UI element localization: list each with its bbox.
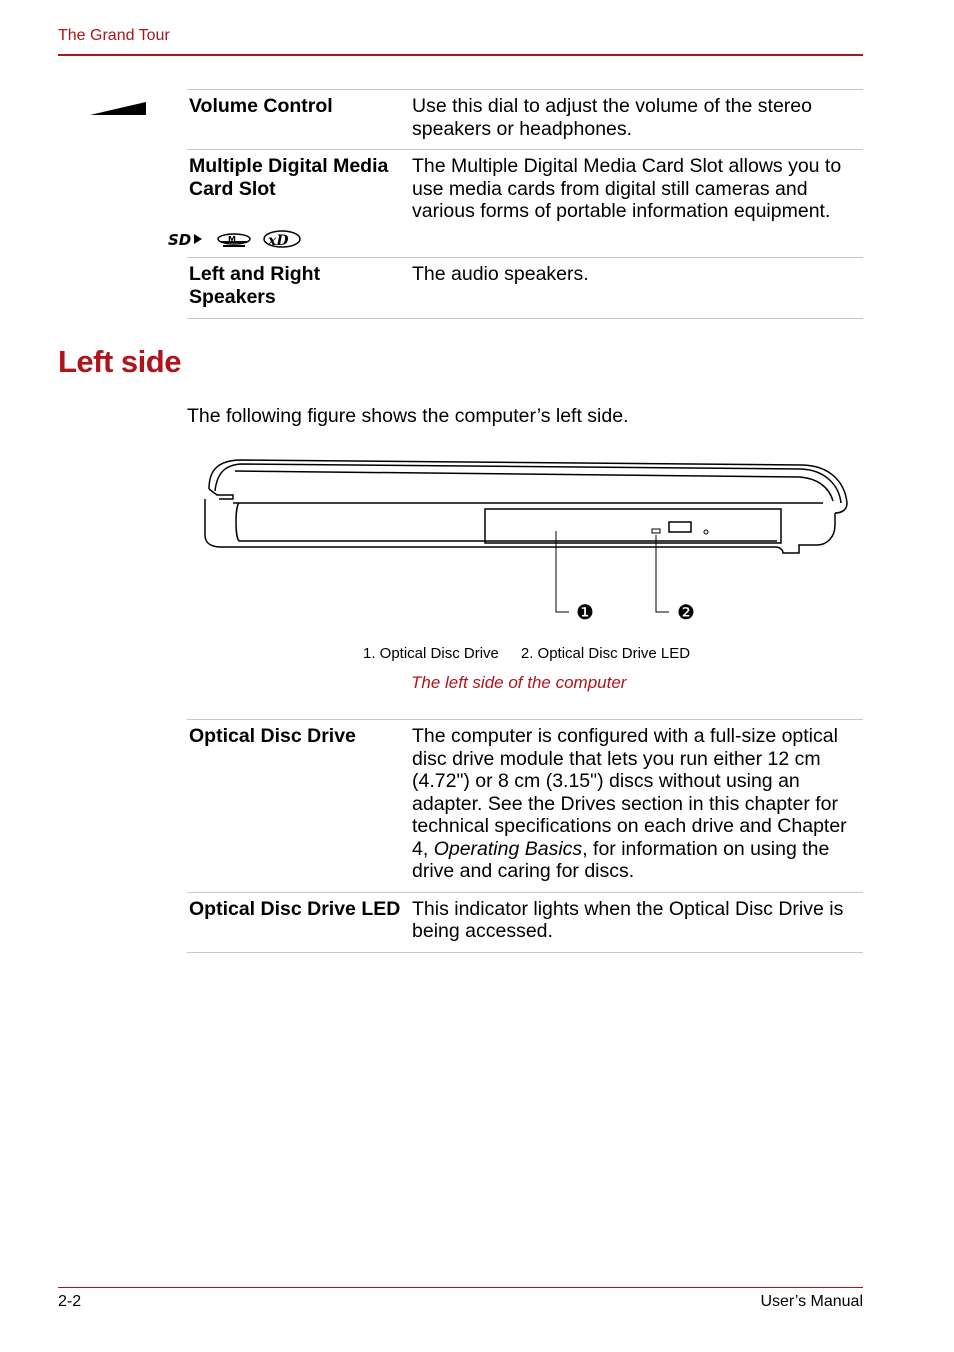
legend-item-optical-disc-drive-led: 2. Optical Disc Drive LED xyxy=(520,645,691,662)
table-row xyxy=(187,149,863,257)
table-row xyxy=(187,257,863,319)
desc-speakers: The audio speakers. xyxy=(412,263,589,285)
table-row xyxy=(187,89,863,149)
term-optical-disc-drive: Optical Disc Drive xyxy=(189,725,356,747)
figure-caption: The left side of the computer xyxy=(411,673,627,692)
table-row xyxy=(187,719,863,892)
callout-2: ❷ xyxy=(677,600,695,624)
term-volume-control: Volume Control xyxy=(189,95,333,117)
desc-optical-disc-drive xyxy=(409,720,863,892)
section-intro: The following figure shows the computer’s left side. xyxy=(187,405,629,427)
running-header: The Grand Tour xyxy=(58,27,170,44)
bottom-spec-table xyxy=(187,719,863,953)
desc-text: , for information on using the drive and caring for discs. xyxy=(412,837,830,882)
term-speakers: Left and Right Speakers xyxy=(189,263,321,308)
desc-media-card-slot: The Multiple Digital Media Card Slot allows you to use media cards from digital still cameras and various forms of portable information equipment. xyxy=(412,155,842,222)
svg-text:xD: xD xyxy=(268,233,289,249)
desc-text: The computer is configured with a full-size optical disc drive module that lets you run either 12 cm (4.72") or 8 cm (3.15") discs without using an adapter. See the Drives section in this chapter for technical specifications on each drive and Chapter 4, xyxy=(412,725,847,860)
section-heading: Left side xyxy=(58,344,181,379)
legend-item-optical-disc-drive: 1. Optical Disc Drive xyxy=(363,645,499,662)
table-row xyxy=(187,892,863,953)
chapter-reference: Operating Basics xyxy=(433,837,583,860)
svg-text:M: M xyxy=(228,235,236,244)
top-spec-table xyxy=(187,89,863,319)
laptop-left-side-figure xyxy=(195,455,855,635)
volume-wedge-icon xyxy=(90,100,148,121)
callout-1: ❶ xyxy=(576,600,594,624)
manual-title: User’s Manual xyxy=(760,1293,863,1310)
desc-volume-control: Use this dial to adjust the volume of the stereo speakers or headphones. xyxy=(412,95,812,140)
page-number: 2-2 xyxy=(58,1293,82,1310)
term-optical-disc-drive-led: Optical Disc Drive LED xyxy=(189,897,401,920)
svg-text:SD: SD xyxy=(168,231,192,249)
figure-legend xyxy=(363,645,690,662)
footer-divider xyxy=(58,1287,863,1288)
term-media-card-slot: Multiple Digital Media Card Slot xyxy=(189,155,389,200)
desc-optical-disc-drive-led: This indicator lights when the Optical Disc Drive is being accessed. xyxy=(412,897,844,942)
header-divider xyxy=(58,54,863,56)
